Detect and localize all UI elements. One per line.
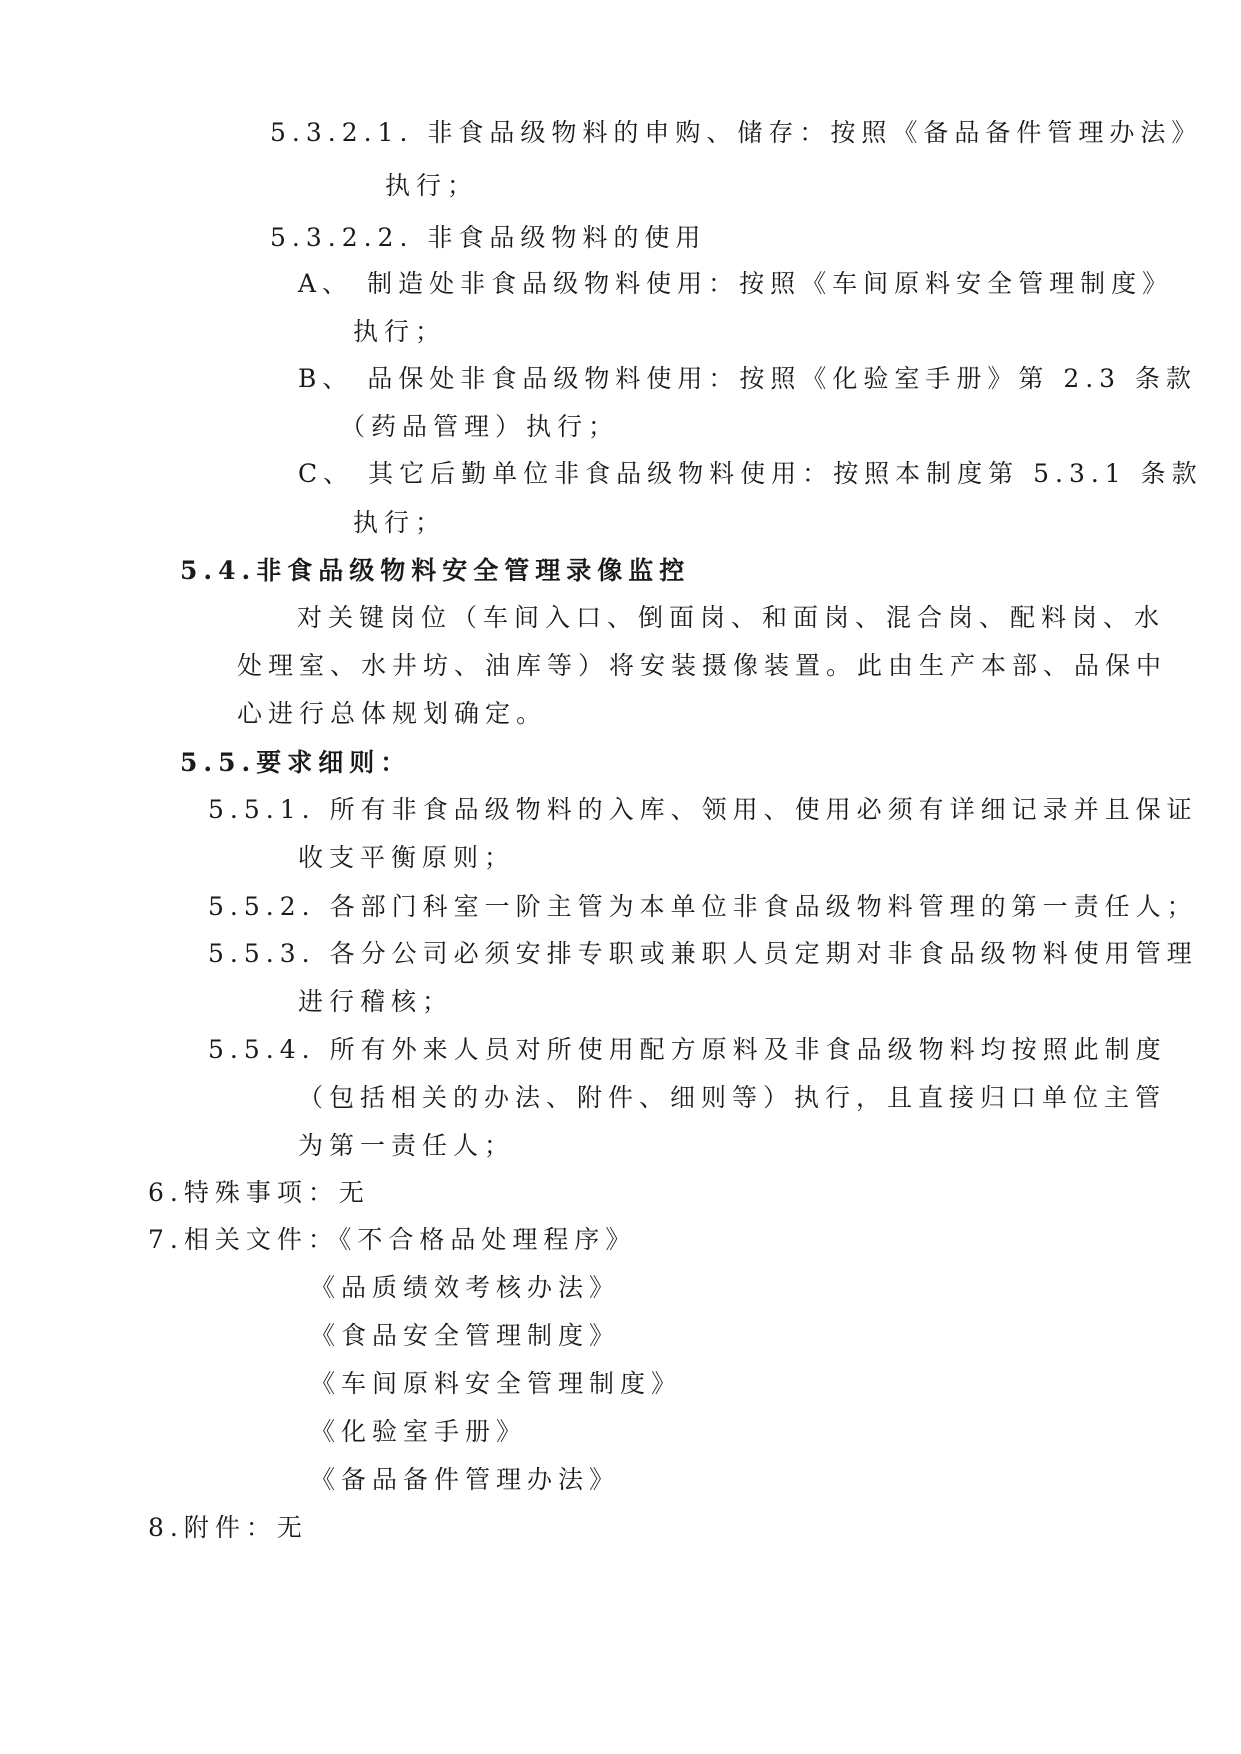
list-item-c <box>298 456 1203 492</box>
section-number: 5.3.2.2. <box>270 223 414 252</box>
requirement-continuation: （包括相关的办法、附件、细则等）执行，且直接归口单位主管 <box>298 1083 1167 1112</box>
item-label: A、 <box>298 269 354 298</box>
list-item-a <box>298 266 1173 302</box>
requirement-5-5-2 <box>208 889 1198 925</box>
related-doc: 《备品备件管理办法》 <box>310 1465 621 1494</box>
list-item-a-continuation: 执行； <box>353 317 447 346</box>
paragraph-line: 处理室、水井坊、油库等）将安装摄像装置。此由生产本部、品保中 <box>237 651 1168 680</box>
section-5-3-2-2 <box>270 220 706 256</box>
requirement-text: 各部门科室一阶主管为本单位非食品级物料管理的第一责任人； <box>329 892 1198 921</box>
item-label: C、 <box>298 459 355 488</box>
list-item-c-continuation: 执行； <box>353 508 447 537</box>
requirement-continuation: 进行稽核； <box>298 987 454 1016</box>
paragraph-line: 对关键岗位（车间入口、倒面岗、和面岗、混合岗、配料岗、水 <box>297 603 1166 632</box>
section-text: 非食品级物料的使用 <box>427 223 707 252</box>
section-7-related-docs <box>148 1222 636 1258</box>
requirement-5-5-4 <box>208 1032 1167 1068</box>
section-heading-5-4: 5.4.非食品级物料安全管理录像监控 <box>180 556 691 585</box>
item-text: 品保处非食品级物料使用：按照《化验室手册》第 2.3 条款 <box>367 364 1198 393</box>
related-doc: 《车间原料安全管理制度》 <box>310 1369 683 1398</box>
section-heading-5-5: 5.5.要求细则： <box>180 748 412 777</box>
related-docs-label: 7.相关文件： <box>148 1225 339 1254</box>
requirement-number: 5.5.4. <box>208 1035 316 1064</box>
related-doc: 《食品安全管理制度》 <box>310 1321 621 1350</box>
section-text: 非食品级物料的申购、储存：按照《备品备件管理办法》 <box>427 118 1203 147</box>
item-text: 制造处非食品级物料使用：按照《车间原料安全管理制度》 <box>367 269 1174 298</box>
paragraph-line: 心进行总体规划确定。 <box>237 699 548 728</box>
requirement-continuation: 为第一责任人； <box>298 1131 516 1160</box>
section-5-3-2-1-continuation: 执行； <box>385 171 479 200</box>
requirement-5-5-1 <box>208 792 1198 828</box>
related-doc: 《不合格品处理程序》 <box>338 1225 637 1254</box>
list-item-b <box>298 361 1197 397</box>
requirement-text: 所有外来人员对所使用配方原料及非食品级物料均按照此制度 <box>329 1035 1167 1064</box>
requirement-number: 5.5.3. <box>208 939 316 968</box>
section-6-special-items: 6.特殊事项：无 <box>148 1178 370 1207</box>
list-item-b-continuation: （药品管理）执行； <box>340 412 620 441</box>
related-doc: 《化验室手册》 <box>310 1417 528 1446</box>
requirement-text: 所有非食品级物料的入库、领用、使用必须有详细记录并且保证 <box>329 795 1198 824</box>
related-doc: 《品质绩效考核办法》 <box>310 1273 621 1302</box>
section-5-3-2-1 <box>270 115 1202 151</box>
section-number: 5.3.2.1. <box>270 118 414 147</box>
requirement-continuation: 收支平衡原则； <box>298 843 516 872</box>
requirement-5-5-3 <box>208 936 1198 972</box>
requirement-text: 各分公司必须安排专职或兼职人员定期对非食品级物料使用管理 <box>329 939 1198 968</box>
requirement-number: 5.5.1. <box>208 795 316 824</box>
requirement-number: 5.5.2. <box>208 892 316 921</box>
item-text: 其它后勤单位非食品级物料使用：按照本制度第 5.3.1 条款 <box>368 459 1203 488</box>
section-8-attachments: 8.附件：无 <box>148 1513 308 1542</box>
item-label: B、 <box>298 364 354 393</box>
